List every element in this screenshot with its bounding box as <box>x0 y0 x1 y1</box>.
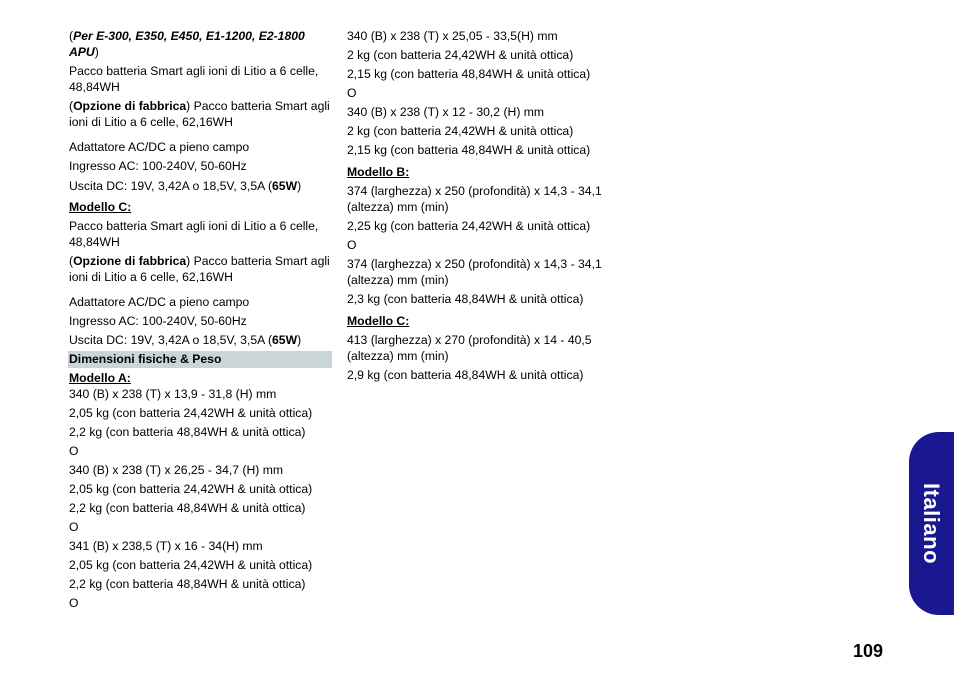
spec-line: 2,05 kg (con batteria 24,42WH & unità ottica) <box>69 558 313 572</box>
adapter-output: Uscita DC: 19V, 3,42A o 18,5V, 3,5A (65W) <box>69 179 302 193</box>
spec-line: O <box>347 238 357 252</box>
spec-line: 2,3 kg (con batteria 48,84WH & unità ottica) <box>347 292 584 306</box>
model-note: (Per E-300, E350, E450, E1-1200, E2-1800 APU) <box>69 29 305 59</box>
spec-line: O <box>69 596 79 610</box>
language-tab-label: Italiano <box>919 482 944 564</box>
left-column <box>69 28 332 611</box>
page-number: 109 <box>853 641 884 661</box>
spec-line: 341 (B) x 238,5 (T) x 16 - 34(H) mm <box>69 539 263 553</box>
adapter-spec: Adattatore AC/DC a pieno campo <box>69 295 250 309</box>
spec-line: O <box>69 520 79 534</box>
model-b-list <box>347 183 617 307</box>
spec-line: O <box>69 444 79 458</box>
spec-line: 340 (B) x 238 (T) x 12 - 30,2 (H) mm <box>347 105 545 119</box>
spec-line: 374 (larghezza) x 250 (profondità) x 14,3 - 34,1 (altezza) mm (min) <box>347 257 602 287</box>
model-a-continued-list <box>347 28 617 158</box>
right-column <box>347 28 617 383</box>
spec-line: 2,2 kg (con batteria 48,84WH & unità ottica) <box>69 501 306 515</box>
battery-standard: Pacco batteria Smart agli ioni di Litio a 6 celle, 48,84WH <box>69 64 319 94</box>
spec-line: 340 (B) x 238 (T) x 25,05 - 33,5(H) mm <box>347 29 558 43</box>
adapter-input: Ingresso AC: 100-240V, 50-60Hz <box>69 314 247 328</box>
battery-option: (Opzione di fabbrica) Pacco batteria Smart agli ioni di Litio a 6 celle, 62,16WH <box>69 254 330 284</box>
spec-line: 413 (larghezza) x 270 (profondità) x 14 - 40,5 (altezza) mm (min) <box>347 333 592 363</box>
spec-line: 2,2 kg (con batteria 48,84WH & unità ottica) <box>69 577 306 591</box>
adapter-spec: Adattatore AC/DC a pieno campo <box>69 140 250 154</box>
spec-line: 340 (B) x 238 (T) x 13,9 - 31,8 (H) mm <box>69 387 277 401</box>
battery-standard: Pacco batteria Smart agli ioni di Litio a 6 celle, 48,84WH <box>69 219 319 249</box>
battery-option: (Opzione di fabbrica) Pacco batteria Smart agli ioni di Litio a 6 celle, 62,16WH <box>69 99 330 129</box>
model-c-list <box>347 332 617 383</box>
adapter-input: Ingresso AC: 100-240V, 50-60Hz <box>69 159 247 173</box>
section-title-bar: Dimensioni fisiche & Peso <box>68 351 332 368</box>
spec-line: 2,2 kg (con batteria 48,84WH & unità ottica) <box>69 425 306 439</box>
model-c-heading: Modello C: <box>69 200 132 214</box>
spec-line: 2,15 kg (con batteria 48,84WH & unità ottica) <box>347 143 591 157</box>
adapter-output: Uscita DC: 19V, 3,42A o 18,5V, 3,5A (65W) <box>69 333 302 347</box>
spec-line: 2 kg (con batteria 24,42WH & unità ottica) <box>347 124 574 138</box>
spec-line: 340 (B) x 238 (T) x 26,25 - 34,7 (H) mm <box>69 463 284 477</box>
model-a-list <box>69 386 332 611</box>
spec-line: 2,05 kg (con batteria 24,42WH & unità ottica) <box>69 482 313 496</box>
spec-line: O <box>347 86 357 100</box>
spec-line: 374 (larghezza) x 250 (profondità) x 14,3 - 34,1 (altezza) mm (min) <box>347 184 602 214</box>
language-tab <box>909 432 954 615</box>
spec-line: 2,05 kg (con batteria 24,42WH & unità ottica) <box>69 406 313 420</box>
spec-line: 2 kg (con batteria 24,42WH & unità ottica) <box>347 48 574 62</box>
model-c-heading: Modello C: <box>347 314 410 328</box>
spec-line: 2,25 kg (con batteria 24,42WH & unità ottica) <box>347 219 591 233</box>
spec-line: 2,9 kg (con batteria 48,84WH & unità ottica) <box>347 368 584 382</box>
model-b-heading: Modello B: <box>347 165 410 179</box>
model-a-heading: Modello A: <box>69 371 131 385</box>
spec-line: 2,15 kg (con batteria 48,84WH & unità ottica) <box>347 67 591 81</box>
